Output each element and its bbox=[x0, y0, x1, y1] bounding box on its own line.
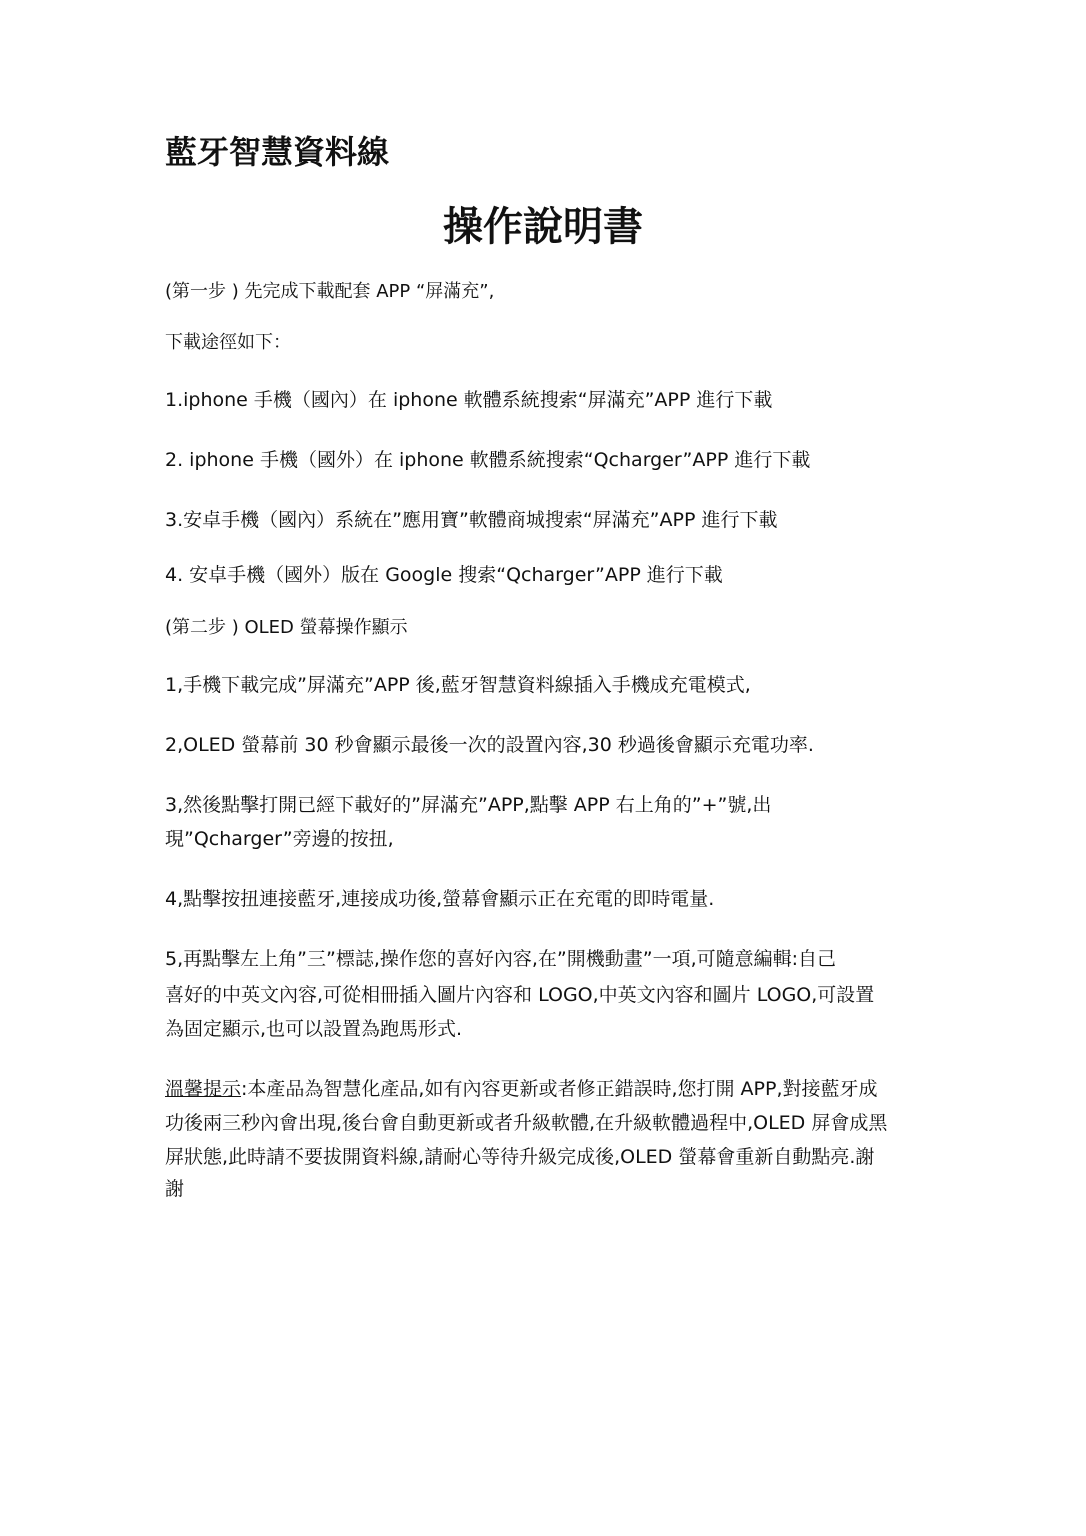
tip-line-2: 功後兩三秒內會出現,後台會自動更新或者升級軟體,在升級軟體過程中,OLED 屏會成黑 bbox=[165, 1112, 888, 1134]
tip-line-4: 謝 bbox=[165, 1178, 185, 1200]
step2-item-3b: 現”Qcharger”旁邊的按扭, bbox=[165, 828, 394, 850]
page-title: 操作說明書 bbox=[443, 204, 643, 250]
step2-item-1: 1,手機下載完成”屏滿充”APP 後,藍牙智慧資料線插入手機成充電模式, bbox=[165, 674, 751, 696]
step2-item-5a: 5,再點擊左上角”三”標誌,操作您的喜好內容,在”開機動畫”一項,可隨意編輯:自己 bbox=[165, 948, 837, 970]
download-item-1: 1.iphone 手機（國內）在 iphone 軟體系統搜索“屏滿充”APP 進行下載 bbox=[165, 389, 773, 411]
tip-text-1: :本產品為智慧化產品,如有內容更新或者修正錯誤時,您打開 APP,對接藍牙成 bbox=[241, 1078, 878, 1100]
step2-item-3a: 3,然後點擊打開已經下載好的”屏滿充”APP,點擊 APP 右上角的”+”號,出 bbox=[165, 794, 772, 816]
tip-line-3: 屏狀態,此時請不要拔開資料線,請耐心等待升級完成後,OLED 螢幕會重新自動點亮.謝 bbox=[165, 1146, 875, 1168]
step2-item-2: 2,OLED 螢幕前 30 秒會顯示最後一次的設置內容,30 秒過後會顯示充電功率. bbox=[165, 734, 814, 756]
step2-item-5b: 喜好的中英文內容,可從相冊插入圖片內容和 LOGO,中英文內容和圖片 LOGO,可設置 bbox=[165, 984, 875, 1006]
brand-title: 藍牙智慧資料線 bbox=[165, 133, 390, 171]
step1-heading: (第一步 ) 先完成下載配套 APP “屏滿充”, bbox=[165, 281, 495, 302]
download-item-3: 3.安卓手機（國內）系統在”應用寶”軟體商城搜索“屏滿充”APP 進行下載 bbox=[165, 509, 778, 531]
step2-heading: (第二步 ) OLED 螢幕操作顯示 bbox=[165, 617, 408, 638]
download-path-intro: 下載途徑如下： bbox=[165, 332, 291, 353]
tip-line-1 bbox=[165, 1073, 878, 1105]
step2-item-5c: 為固定顯示,也可以設置為跑馬形式. bbox=[165, 1018, 463, 1040]
download-item-2: 2. iphone 手機（國外）在 iphone 軟體系統搜索“Qcharger”APP 進行下載 bbox=[165, 449, 811, 471]
tip-label: 溫馨提示 bbox=[165, 1078, 242, 1100]
step2-item-4: 4,點擊按扭連接藍牙,連接成功後,螢幕會顯示正在充電的即時電量. bbox=[165, 888, 715, 910]
download-item-4: 4. 安卓手機（國外）版在 Google 搜索“Qcharger”APP 進行下載 bbox=[165, 564, 723, 586]
